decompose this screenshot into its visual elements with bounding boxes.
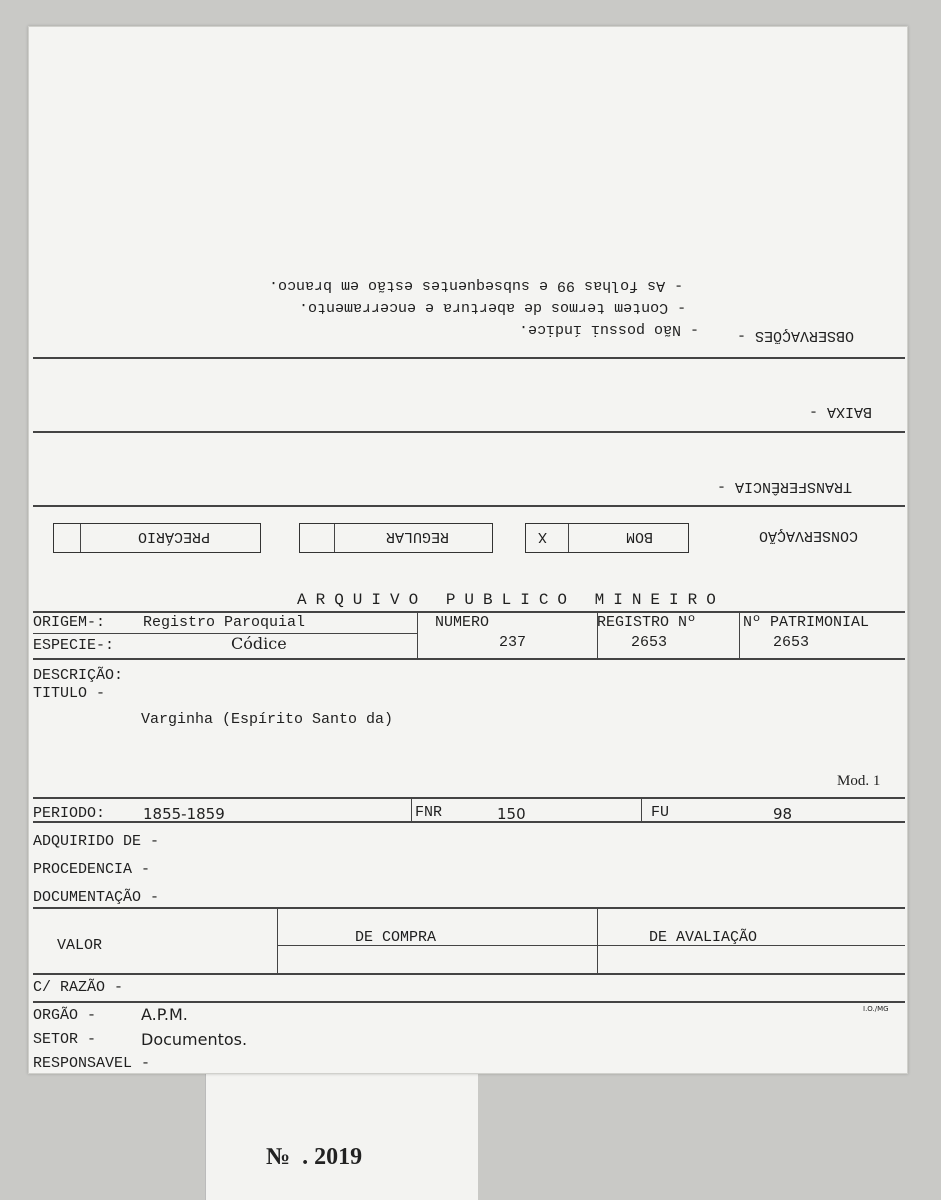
divider-header [33,611,905,613]
divider-valor-mid [277,945,905,946]
regular-label: REGULAR [386,528,450,545]
adquirido-label: ADQUIRIDO DE - [33,833,160,850]
bom-mark: X [538,528,548,545]
orgao-label: ORGÃO - [33,1007,97,1024]
conservacao-label: CONSERVAÇÃO [759,527,859,544]
divider-valor [33,973,905,975]
obs-line-3: - As folhas 99 e subsequentes estão em branco. [269,277,684,294]
especie-label: ESPECIE-: [33,637,115,654]
compra-label: DE COMPRA [355,929,437,946]
precario-box [53,523,261,553]
grid-line-1 [417,611,418,658]
documentacao-label: DOCUMENTAÇÃO - [33,889,160,906]
periodo-label: PERIODO: [33,805,106,822]
archive-title: ARQUIVO PUBLICO MINEIRO [297,591,725,609]
regular-box [299,523,493,553]
transferencia-label: TRANSFERÊNCIA - [717,478,853,495]
stub-number-value: 2019 [314,1144,363,1170]
patrimonial-label: Nº PATRIMONIAL [743,614,870,631]
setor-label: SETOR - [33,1031,97,1048]
fnr-value: 150 [497,805,526,823]
printer-mark: I.O./MG [863,1005,889,1013]
baixa-label: BAIXA - [809,403,873,420]
patrimonial-value: 2653 [773,634,810,651]
observacoes-label: OBSERVAÇÕES - [737,327,855,344]
valor-label: VALOR [57,937,103,954]
orgao-value: A.P.M. [141,1005,188,1024]
divider-transferencia [33,505,905,507]
stub-number-label: № [266,1144,291,1170]
divider-baixa [33,431,905,433]
registro-label: REGISTRO Nº [597,614,697,631]
fnr-label: FNR [415,804,443,821]
razao-label: C/ RAZÃO - [33,979,124,996]
numero-label: NUMERO [435,614,490,631]
divider-grid-bottom [33,658,905,660]
divider-descricao [33,797,905,799]
fu-value: 98 [773,805,793,823]
bom-label: BOM [626,528,654,545]
valor-line-2 [597,907,598,973]
origem-label: ORIGEM-: [33,614,106,631]
registro-value: 2653 [631,634,668,651]
periodo-line-1 [411,799,412,821]
catalog-card [28,26,908,1074]
numero-value: 237 [499,634,527,651]
valor-line-1 [277,907,278,973]
stub-number: № . 2019 [266,1144,363,1170]
especie-value: Códice [231,634,287,653]
obs-line-2: - Contem termos de abertura e encerramento. [299,299,687,316]
periodo-value: 1855-1859 [143,805,225,823]
origem-value: Registro Paroquial [143,614,306,631]
divider-observacoes [33,357,905,359]
procedencia-label: PROCEDENCIA - [33,861,151,878]
titulo-value: Varginha (Espírito Santo da) [141,711,394,728]
card-stub [205,1072,478,1200]
responsavel-label: RESPONSAVEL - [33,1055,151,1072]
divider-razao [33,1001,905,1003]
divider-documentacao [33,907,905,909]
regular-divider [334,524,335,552]
setor-value: Documentos. [141,1030,248,1049]
bom-divider [568,524,569,552]
model-label: Mod. 1 [837,773,881,789]
avaliacao-label: DE AVALIAÇÃO [649,929,758,946]
obs-line-1: - Não possui índice. [519,321,700,338]
precario-divider [80,524,81,552]
divider-origem [33,633,417,634]
descricao-label: DESCRIÇÃO: [33,667,124,684]
divider-periodo [33,821,905,823]
bom-box [525,523,689,553]
grid-line-3 [739,611,740,658]
fu-label: FU [651,804,670,821]
precario-label: PRECÁRIO [138,528,211,545]
periodo-line-2 [641,799,642,821]
titulo-label: TITULO - [33,685,106,702]
